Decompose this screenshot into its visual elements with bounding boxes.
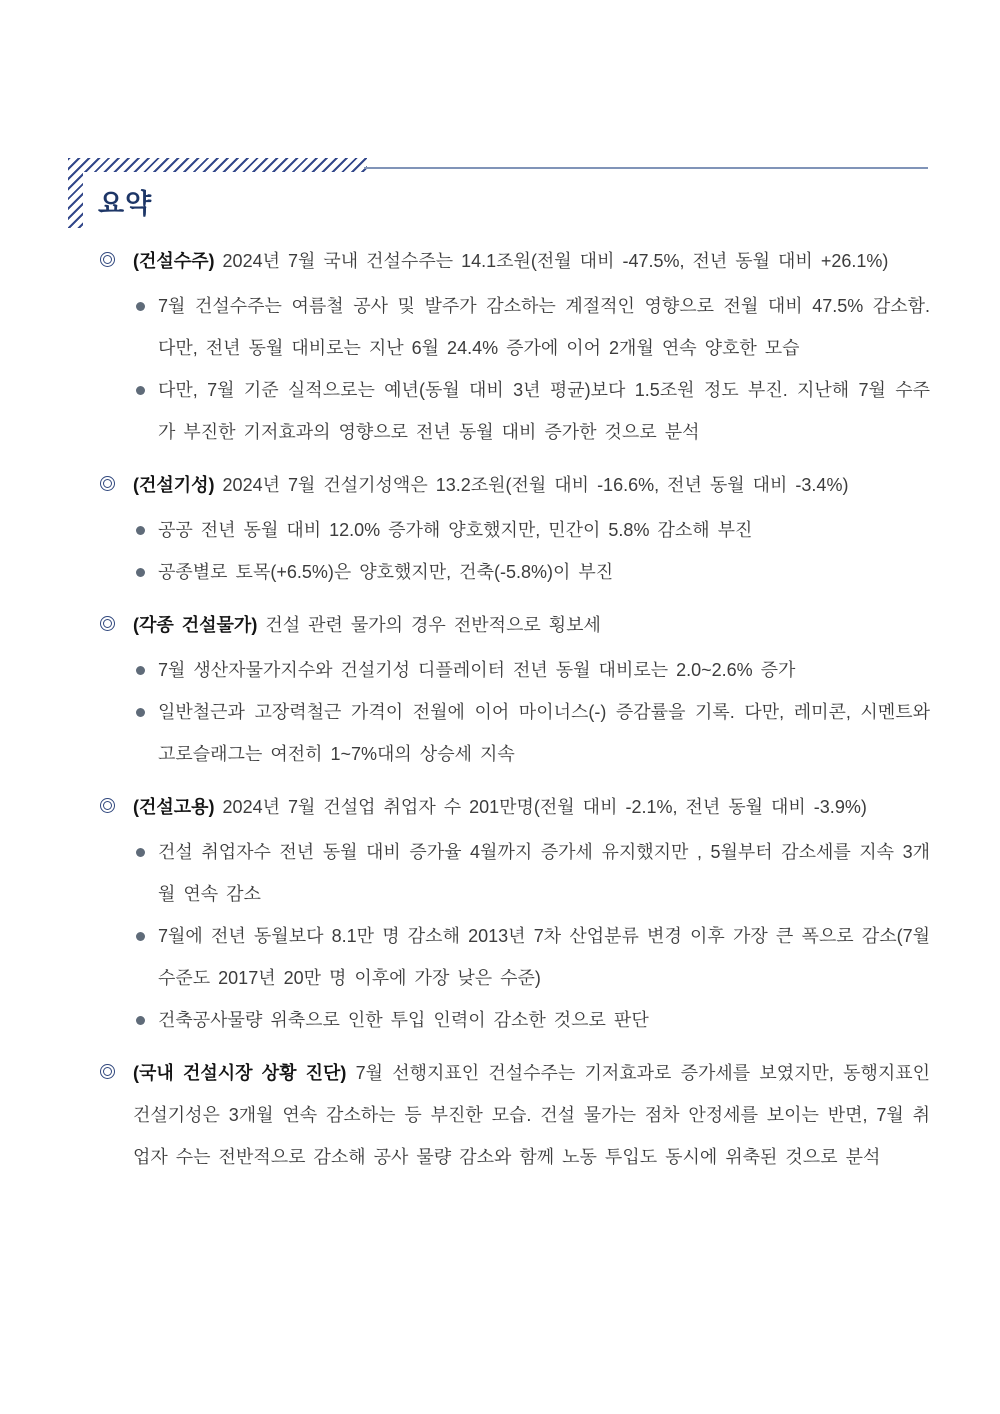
section-label: (건설기성) xyxy=(133,475,215,495)
sub-bullet-text: 건설 취업자수 전년 동월 대비 증가율 4월까지 증가세 유지했지만 , 5월부터 감소세를 지속 3개월 연속 감소 xyxy=(158,842,930,904)
section-label: (건설고용) xyxy=(133,797,215,817)
dot-bullet-icon xyxy=(136,666,145,675)
section-headline-text: 건설 관련 물가의 경우 전반적으로 횡보세 xyxy=(257,615,601,635)
dot-bullet-icon xyxy=(136,302,145,311)
section-construction-orders xyxy=(100,240,930,453)
sub-bullet-text: 일반철근과 고장력철근 가격이 전월에 이어 마이너스(-) 증감률을 기록. 다만, 레미콘, 시멘트와 고로슬래그는 여전히 1~7%대의 상승세 지속 xyxy=(158,702,930,764)
sub-bullet xyxy=(136,915,930,999)
section-construction-employment xyxy=(100,786,930,1041)
section-headline-row xyxy=(100,604,930,646)
hatch-decoration-top xyxy=(68,158,367,172)
dot-bullet-icon xyxy=(136,526,145,535)
section-construction-completed xyxy=(100,464,930,593)
sub-bullet-text: 건축공사물량 위축으로 인한 투입 인력이 감소한 것으로 판단 xyxy=(158,1010,649,1030)
section-label: (국내 건설시장 상황 진단) xyxy=(133,1063,347,1083)
section-headline-row xyxy=(100,1052,930,1178)
section-headline-row xyxy=(100,464,930,506)
double-circle-bullet-icon xyxy=(100,252,115,267)
section-construction-prices xyxy=(100,604,930,775)
section-headline xyxy=(133,464,930,506)
dot-bullet-icon xyxy=(136,848,145,857)
section-headline-row xyxy=(100,240,930,282)
dot-bullet-icon xyxy=(136,386,145,395)
sub-bullet xyxy=(136,649,930,691)
dot-bullet-icon xyxy=(136,932,145,941)
section-headline xyxy=(133,604,930,646)
double-circle-bullet-icon xyxy=(100,476,115,491)
section-market-diagnosis xyxy=(100,1052,930,1178)
section-headline-row xyxy=(100,786,930,828)
hatch-decoration-left xyxy=(68,158,83,228)
dot-bullet-icon xyxy=(136,568,145,577)
sub-bullet xyxy=(136,551,930,593)
double-circle-bullet-icon xyxy=(100,1064,115,1079)
sub-bullet-text: 공종별로 토목(+6.5%)은 양호했지만, 건축(-5.8%)이 부진 xyxy=(158,562,614,582)
sub-bullet-text: 다만, 7월 기준 실적으로는 예년(동월 대비 3년 평균)보다 1.5조원 정도 부진. 지난해 7월 수주가 부진한 기저효과의 영향으로 전년 동월 대비 증가한 것으로 분석 xyxy=(158,380,930,442)
section-headline-text: 7월 선행지표인 건설수주는 기저효과로 증가세를 보였지만, 동행지표인 건설기성은 3개월 연속 감소하는 등 부진한 모습. 건설 물가는 점차 안정세를 보이는 반면, 7월 취업자 수는 전반적으로 감소해 공사 물량 감소와 함께 노동 투입도 동시에 위축된 것으로 분석 xyxy=(133,1063,930,1167)
double-circle-bullet-icon xyxy=(100,798,115,813)
section-label: (각종 건설물가) xyxy=(133,615,258,635)
header-rule xyxy=(364,167,928,169)
dot-bullet-icon xyxy=(136,708,145,717)
section-headline-text: 2024년 7월 건설업 취업자 수 201만명(전월 대비 -2.1%, 전년 동월 대비 -3.9%) xyxy=(214,797,867,817)
sub-bullet xyxy=(136,509,930,551)
section-headline xyxy=(133,1052,930,1178)
section-headline xyxy=(133,786,930,828)
section-headline-text: 2024년 7월 건설기성액은 13.2조원(전월 대비 -16.6%, 전년 동월 대비 -3.4%) xyxy=(214,475,849,495)
section-label: (건설수주) xyxy=(133,251,215,271)
section-headline-text: 2024년 7월 국내 건설수주는 14.1조원(전월 대비 -47.5%, 전년 동월 대비 +26.1%) xyxy=(214,251,889,271)
sub-bullet-text: 공공 전년 동월 대비 12.0% 증가해 양호했지만, 민간이 5.8% 감소해 부진 xyxy=(158,520,753,540)
sub-bullet xyxy=(136,831,930,915)
section-headline xyxy=(133,240,930,282)
sub-bullet xyxy=(136,285,930,369)
sub-bullet-text: 7월 생산자물가지수와 건설기성 디플레이터 전년 동월 대비로는 2.0~2.6% 증가 xyxy=(158,660,796,680)
summary-content xyxy=(100,240,930,1181)
sub-bullet xyxy=(136,999,930,1041)
sub-bullet xyxy=(136,691,930,775)
sub-bullet-text: 7월 건설수주는 여름철 공사 및 발주가 감소하는 계절적인 영향으로 전월 대비 47.5% 감소함. 다만, 전년 동월 대비로는 지난 6월 24.4% 증가에 이어 2개월 연속 양호한 모습 xyxy=(158,296,930,358)
sub-bullet xyxy=(136,369,930,453)
page-title: 요약 xyxy=(98,189,153,219)
sub-bullet-text: 7월에 전년 동월보다 8.1만 명 감소해 2013년 7차 산업분류 변경 이후 가장 큰 폭으로 감소(7월 수준도 2017년 20만 명 이후에 가장 낮은 수준) xyxy=(158,926,930,988)
double-circle-bullet-icon xyxy=(100,616,115,631)
dot-bullet-icon xyxy=(136,1016,145,1025)
